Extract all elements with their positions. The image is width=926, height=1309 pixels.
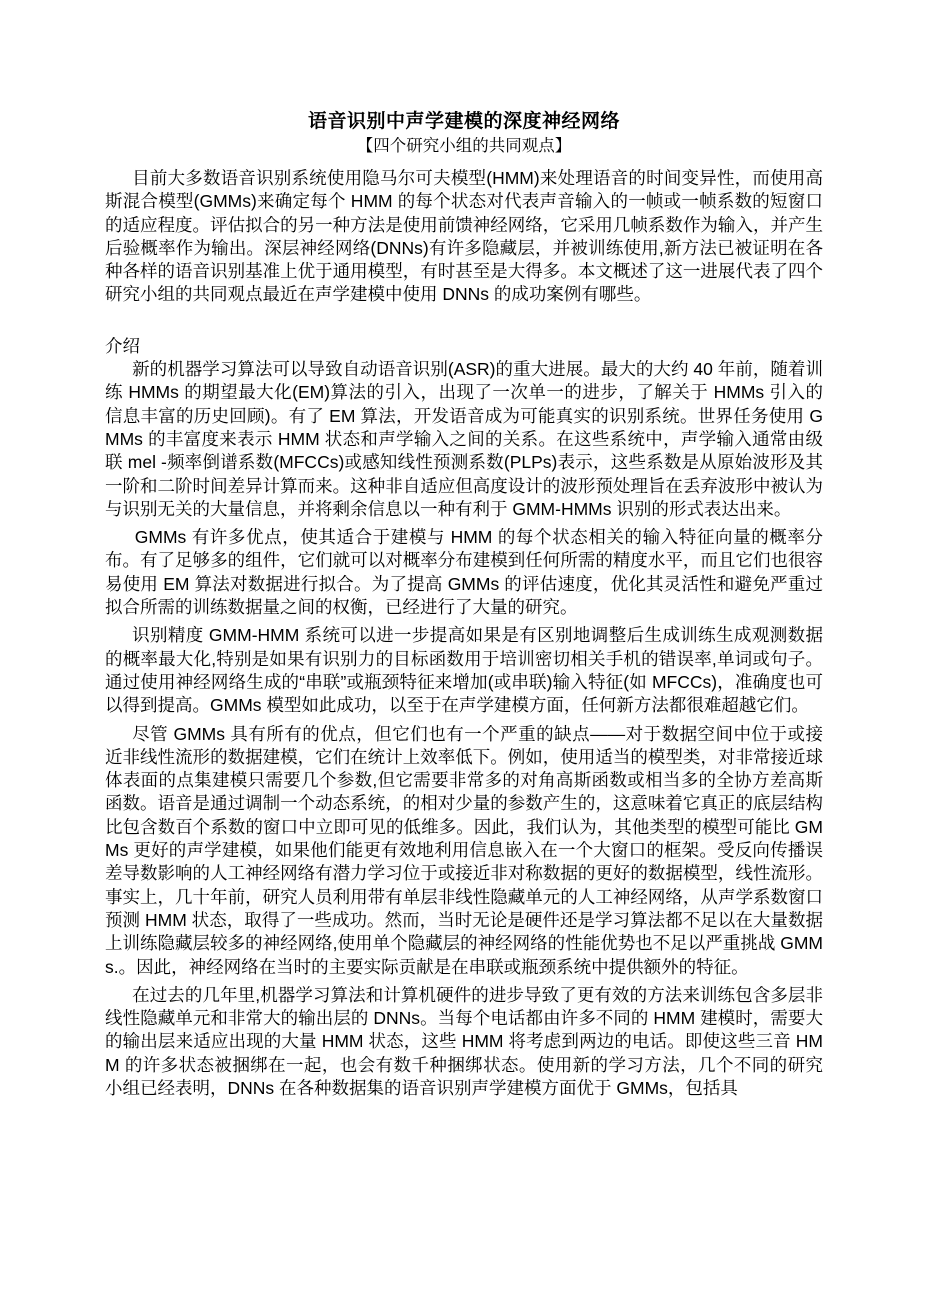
document-content [105,109,823,1100]
paragraph-intro-3: 识别精度 GMM-HMM 系统可以进一步提高如果是有区别地调整后生成训练生成观测数据的概率最大化,特别是如果有识别力的目标函数用于培训密切相关手机的错误率,单词或句子。通过使用神经网络生成的“串联”或瓶颈特征来增加(或串联)输入特征(如 MFCCs)，准确度也可以得到提高。GMMs 模型如此成功，以至于在声学建模方面，任何新方法都很难超越它们。 [105,625,823,716]
document-subtitle: 【四个研究小组的共同观点】 [356,137,572,155]
document-title: 语音识别中声学建模的深度神经网络 [307,111,620,132]
paragraph-intro-1: 新的机器学习算法可以导致自动语音识别(ASR)的重大进展。最大的大约 40 年前，随着训练 HMMs 的期望最大化(EM)算法的引入，出现了一次单一的进步，了解关于 HMMs 引入的信息丰富的历史回顾)。有了 EM 算法，开发语音成为可能真实的识别系统。世界任务使用 GMMs 的丰富度来表示 HMM 状态和声学输入之间的关系。在这些系统中，声学输入通常由级联 mel -频率倒谱系数(MFCCs)或感知线性预测系数(PLPs)表示，这些系数是从原始波形及其一阶和二阶时间差异计算而来。这种非自适应但高度设计的波形预处理旨在丢弃波形中被认为与识别无关的大量信息，并将剩余信息以一种有利于 GMM-HMMs 识别的形式表达出来。 [105,359,823,519]
abstract-paragraph: 目前大多数语音识别系统使用隐马尔可夫模型(HMM)来处理语音的时间变异性，而使用高斯混合模型(GMMs)来确定每个 HMM 的每个状态对代表声音输入的一帧或一帧系数的短窗口的适应程度。评估拟合的另一种方法是使用前馈神经网络，它采用几帧系数作为输入，并产生后验概率作为输出。深层神经网络(DNNs)有许多隐藏层，并被训练使用,新方法已被证明在各种各样的语音识别基准上优于通用模型，有时甚至是大得多。本文概述了这一进展代表了四个研究小组的共同观点最近在声学建模中使用 DNNs 的成功案例有哪些。 [105,168,823,305]
paragraph-intro-2: GMMs 有许多优点，使其适合于建模与 HMM 的每个状态相关的输入特征向量的概率分布。有了足够多的组件，它们就可以对概率分布建模到任何所需的精度水平，而且它们也很容易使用 EM 算法对数据进行拟合。为了提高 GMMs 的评估速度，优化其灵活性和避免严重过拟合所需的训练数据量之间的权衡，已经进行了大量的研究。 [105,527,823,618]
paragraph-intro-5: 在过去的几年里,机器学习算法和计算机硬件的进步导致了更有效的方法来训练包含多层非线性隐藏单元和非常大的输出层的 DNNs。当每个电话都由许多不同的 HMM 建模时，需要大的输出层来适应出现的大量 HMM 状态，这些 HMM 将考虑到两边的电话。即使这些三音 HMM 的许多状态被捆绑在一起，也会有数千种捆绑状态。使用新的学习方法，几个不同的研究小组已经表明，DNNs 在各种数据集的语音识别声学建模方面优于 GMMs，包括具 [105,984,823,1098]
section-heading-intro: 介绍 [105,335,140,356]
paragraph-intro-4: 尽管 GMMs 具有所有的优点，但它们也有一个严重的缺点——对于数据空间中位于或接近非线性流形的数据建模，它们在统计上效率低下。例如，使用适当的模型类，对非常接近球体表面的点集建模只需要几个参数,但它需要非常多的对角高斯函数或相当多的全协方差高斯函数。语音是通过调制一个动态系统，的相对少量的参数产生的，这意味着它真正的底层结构比包含数百个系数的窗口中立即可见的低维多。因此，我们认为，其他类型的模型可能比 GMMs 更好的声学建模，如果他们能更有效地利用信息嵌入在一个大窗口的框架。受反向传播误差导数影响的人工神经网络有潜力学习位于或接近非对称数据的更好的数据模型，线性流形。事实上，几十年前，研究人员利用带有单层非线性隐藏单元的人工神经网络，从声学系数窗口预测 HMM 状态，取得了一些成功。然而，当时无论是硬件还是学习算法都不足以在大量数据上训练隐藏层较多的神经网络,使用单个隐藏层的神经网络的性能优势也不足以严重挑战 GMMs.。因此，神经网络在当时的主要实际贡献是在串联或瓶颈系统中提供额外的特征。 [105,723,823,977]
